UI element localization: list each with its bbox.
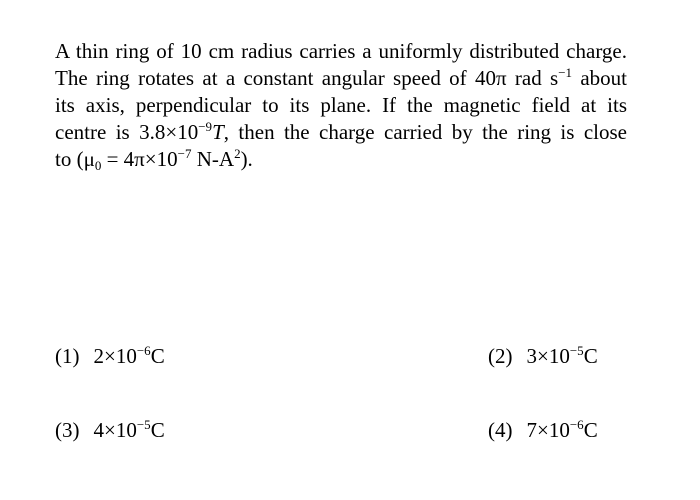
option-1[interactable] <box>55 343 165 370</box>
option-4-unit: C <box>583 418 598 442</box>
option-2-value: 3×10 <box>526 344 570 368</box>
question-line-2-text: The ring rotates at a constant angular speed of 40π rad s <box>55 66 559 90</box>
question-line-2-exponent: −1 <box>558 65 573 80</box>
option-4[interactable] <box>488 417 598 444</box>
option-2-unit: C <box>583 344 598 368</box>
question-line-5-subscript: 0 <box>94 158 102 173</box>
option-4-exponent: −6 <box>569 417 584 432</box>
option-4-value: 7×10 <box>526 418 570 442</box>
question-line-5-tail: ). <box>240 147 253 171</box>
option-2-exponent: −5 <box>569 343 584 358</box>
question-line-5-unit-exponent: 2 <box>234 146 241 161</box>
question-line-2-tail: about <box>572 66 627 90</box>
question-line-5-mid: = 4π×10 <box>101 147 178 171</box>
option-3[interactable] <box>55 417 165 444</box>
option-1-value: 2×10 <box>93 344 137 368</box>
option-3-value: 4×10 <box>93 418 137 442</box>
option-3-exponent: −5 <box>136 417 151 432</box>
option-1-exponent: −6 <box>136 343 151 358</box>
option-3-number: (3) <box>55 418 80 442</box>
question-line-5 <box>55 146 627 173</box>
question-text <box>55 38 627 173</box>
question-line-5-text: to (μ <box>55 147 95 171</box>
question-line-2 <box>55 65 627 92</box>
question-line-4-tail: , then the charge carried by the ring is close <box>223 120 628 144</box>
question-line-5-unit: N-A <box>191 147 235 171</box>
question-line-4-exponent: −9 <box>198 119 213 134</box>
option-2[interactable] <box>488 343 598 370</box>
question-line-3: its axis, perpendicular to its plane. If the magnetic field at its <box>55 93 627 117</box>
question-line-1: A thin ring of 10 cm radius carries a uniformly distributed charge. <box>55 39 627 63</box>
option-2-number: (2) <box>488 344 513 368</box>
question-line-4-variable: T <box>212 120 224 144</box>
question-line-4 <box>55 119 627 146</box>
option-1-unit: C <box>150 344 165 368</box>
option-1-number: (1) <box>55 344 80 368</box>
option-3-unit: C <box>150 418 165 442</box>
option-4-number: (4) <box>488 418 513 442</box>
question-line-4-text: centre is 3.8×10 <box>55 120 199 144</box>
question-line-5-exponent: −7 <box>177 146 192 161</box>
